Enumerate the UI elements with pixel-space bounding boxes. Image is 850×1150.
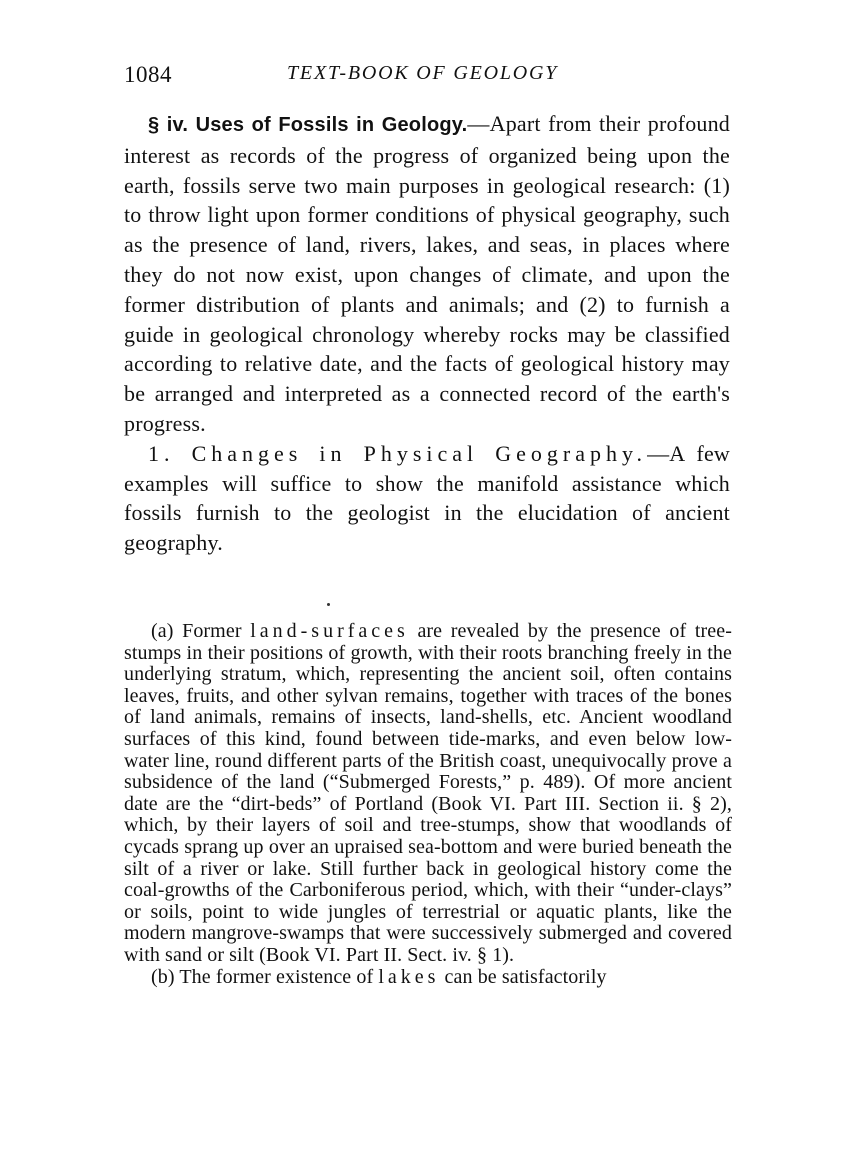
item-a-paragraph [124,621,732,967]
item-a-text: are revealed by the presence of tree-stumps in their positions of growth, with their roots branching freely in the underlying stratum, which, representing the ancient soil, often contains leaves, fruits, and other sylvan remains, together with traces of the bones of land animals, remains of insects, land-shells, etc. Ancient woodland surfaces of this kind, found between tide-marks, and even below low-water line, round different parts of the British coast, unequivocally prove a subsidence of the land (“Submerged Forests,” p. 489). Of more ancient date are the “dirt-beds” of Portland (Book VI. Part III. Section ii. § 2), which, by their layers of soil and tree-stumps, show that woodlands of cycads sprang up over an upraised sea-bottom and were buried beneath the silt of a river or lake. Still further back in geological history come the coal-growths of the Carboniferous period, which, with their “under-clays” or soils, point to wide jungles of terrestrial or aquatic plants, like the modern mangrove-swamps that were successively submerged and covered with sand or silt (Book VI. Part II. Sect. iv. § 1). [124,620,732,966]
item-a-term: land-surfaces [250,620,409,642]
subsection-heading: 1. Changes in Physical Geography. [148,440,648,466]
section-heading: § iv. Uses of Fossils in Geology. [148,114,468,136]
item-b-label: (b) The former existence of [151,965,374,988]
page-number: 1084 [124,62,172,87]
small-print-text [124,621,732,988]
subsection-paragraph-text: —A few examples will suffice to show the manifold assistance which fossils furnish to the geologist in the elucidation of ancient geography. [124,440,730,556]
item-a-label: (a) Former [151,620,242,642]
running-head [124,62,730,90]
stray-print-mark [327,603,330,606]
item-b-term: lakes [378,965,440,988]
main-body-text [124,109,730,558]
section-paragraph-text: —Apart from their profound interest as records of the progress of organized being upon the earth, fossils serve two main purposes in geological research: (1) to throw light upon former conditions of physical geography, such as the presence of land, rivers, lakes, and seas, in places where they do not now exist, upon changes of climate, and upon the former distribution of plants and animals; and (2) to furnish a guide in geological chronology whereby rocks may be classified according to relative date, and the facts of geological history may be arranged and interpreted as a connected record of the earth's progress. [124,111,730,436]
subsection-paragraph [124,439,730,558]
section-paragraph [124,109,730,439]
item-b-paragraph [124,967,732,989]
running-title: TEXT-BOOK OF GEOLOGY [287,62,559,84]
item-b-text: can be satisfactorily [444,965,607,988]
